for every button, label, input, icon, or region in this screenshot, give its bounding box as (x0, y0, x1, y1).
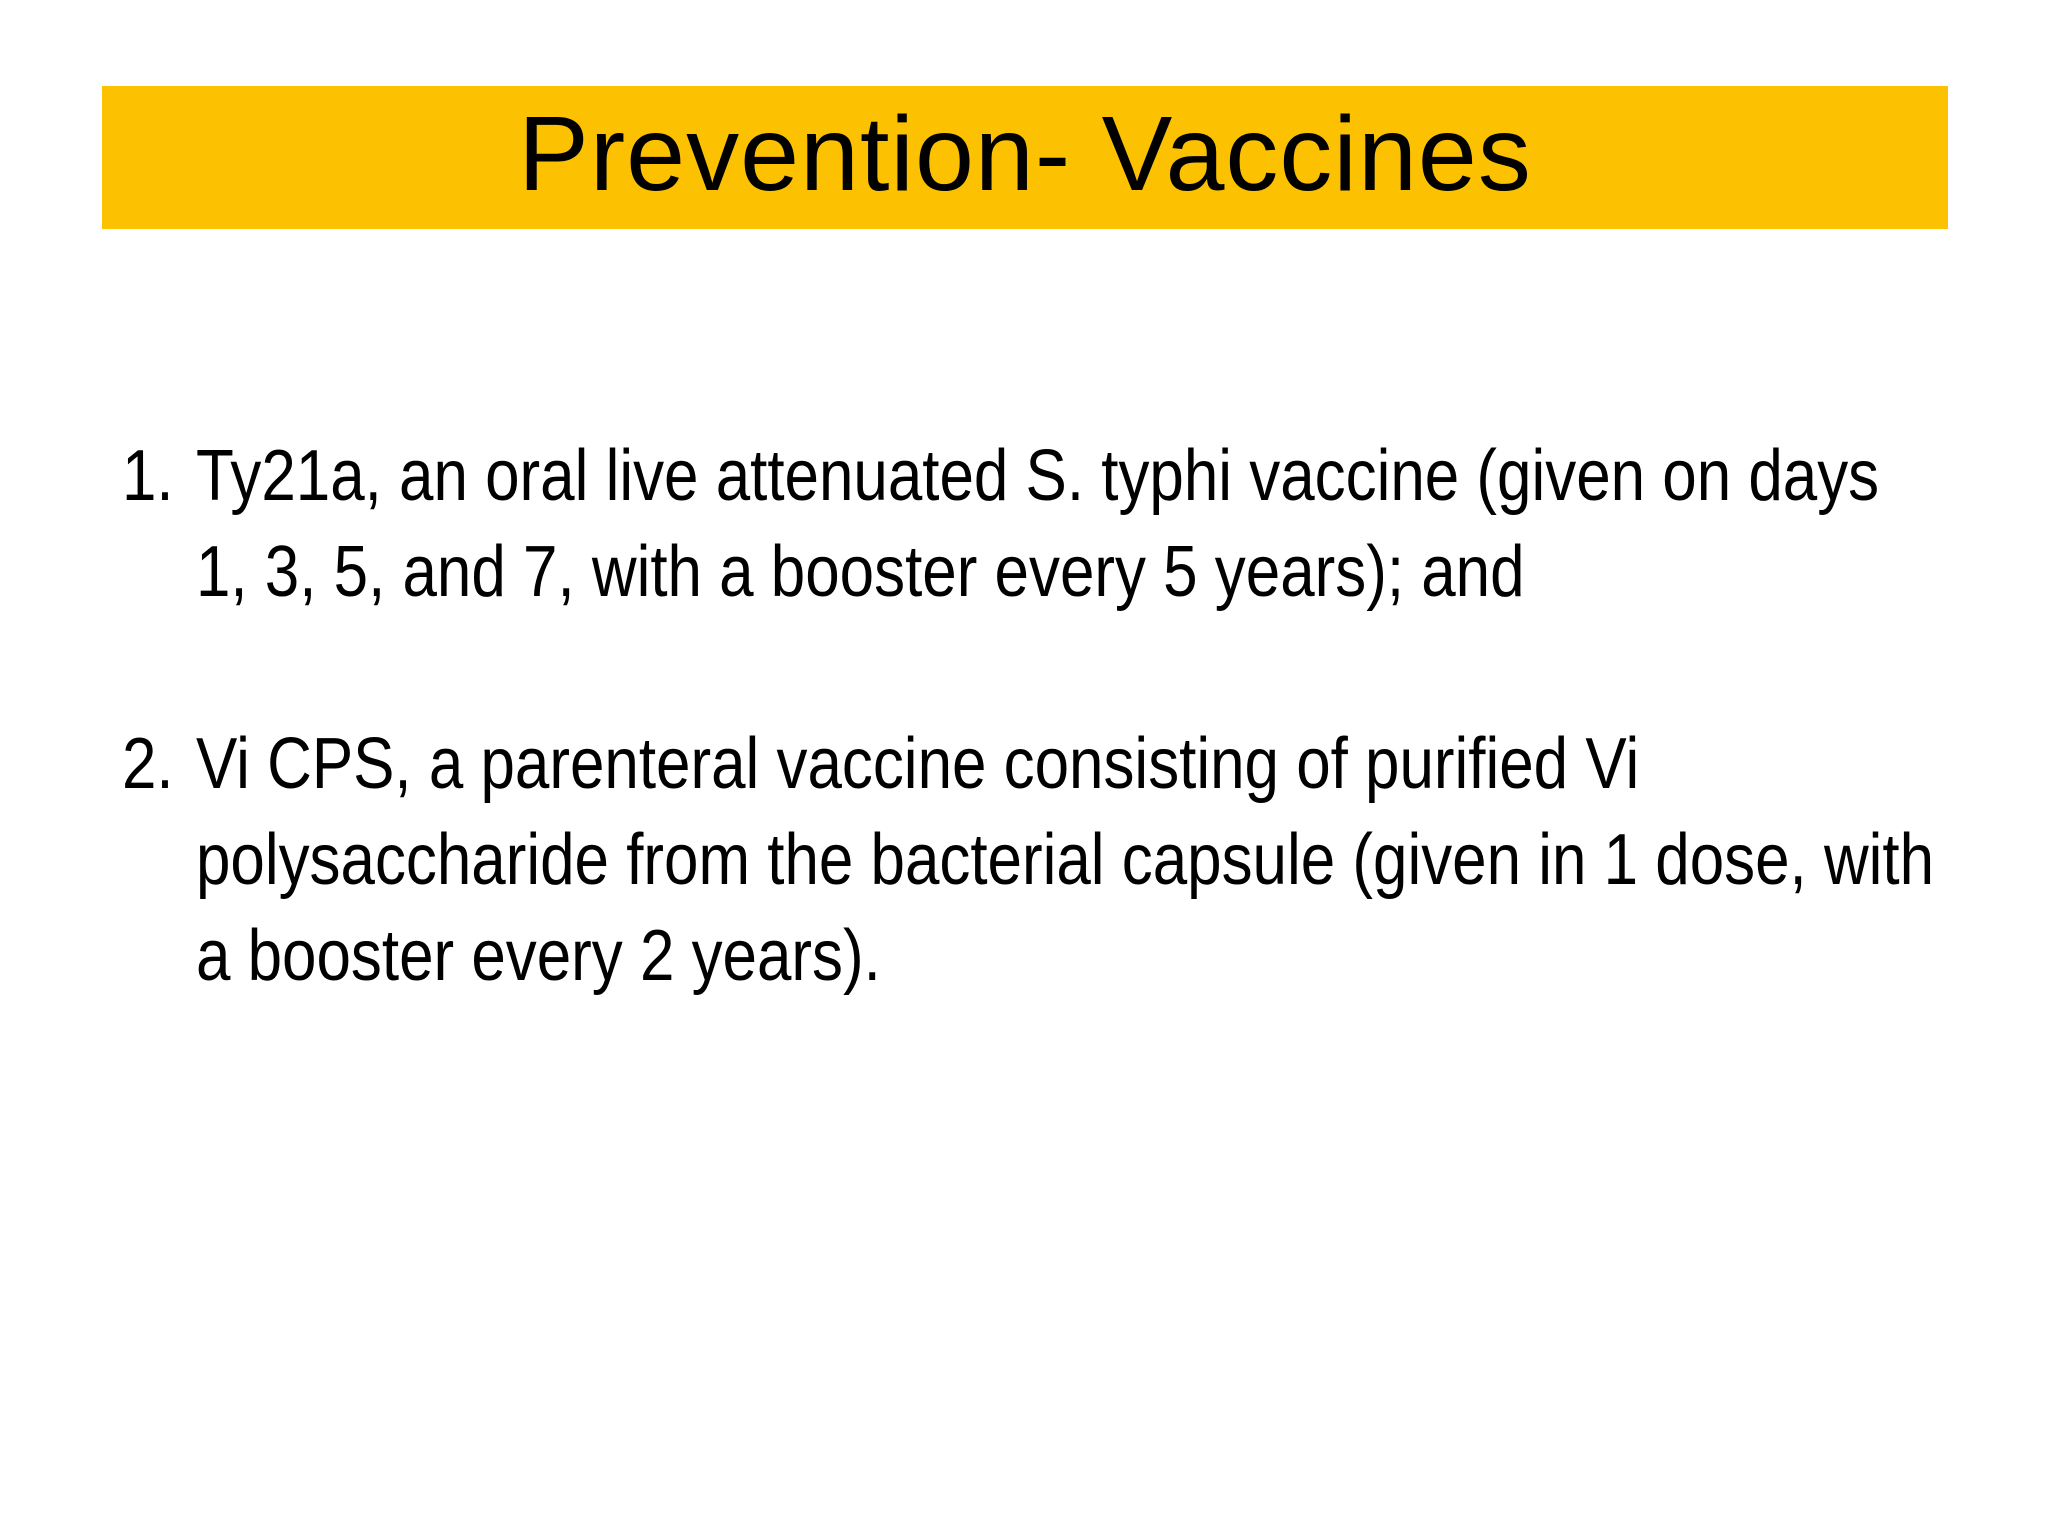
list-item-number: 2. (122, 724, 174, 804)
list-item-text: Vi CPS, a parenteral vaccine consisting of purified Vi polysaccharide from the bacterial capsule (given in 1 dose, with a booster every 2 years). (195, 724, 1935, 996)
vaccine-list (122, 428, 1942, 1004)
list-item (122, 428, 1942, 620)
title-banner (102, 86, 1948, 229)
slide-title: Prevention- Vaccines (518, 94, 1532, 213)
list-item-text: Ty21a, an oral live attenuated S. typhi vaccine (given on days 1, 3, 5, and 7, with a booster every 5 years); and (195, 436, 1880, 612)
list-item-number: 1. (122, 436, 174, 516)
list-item (122, 716, 1942, 1004)
